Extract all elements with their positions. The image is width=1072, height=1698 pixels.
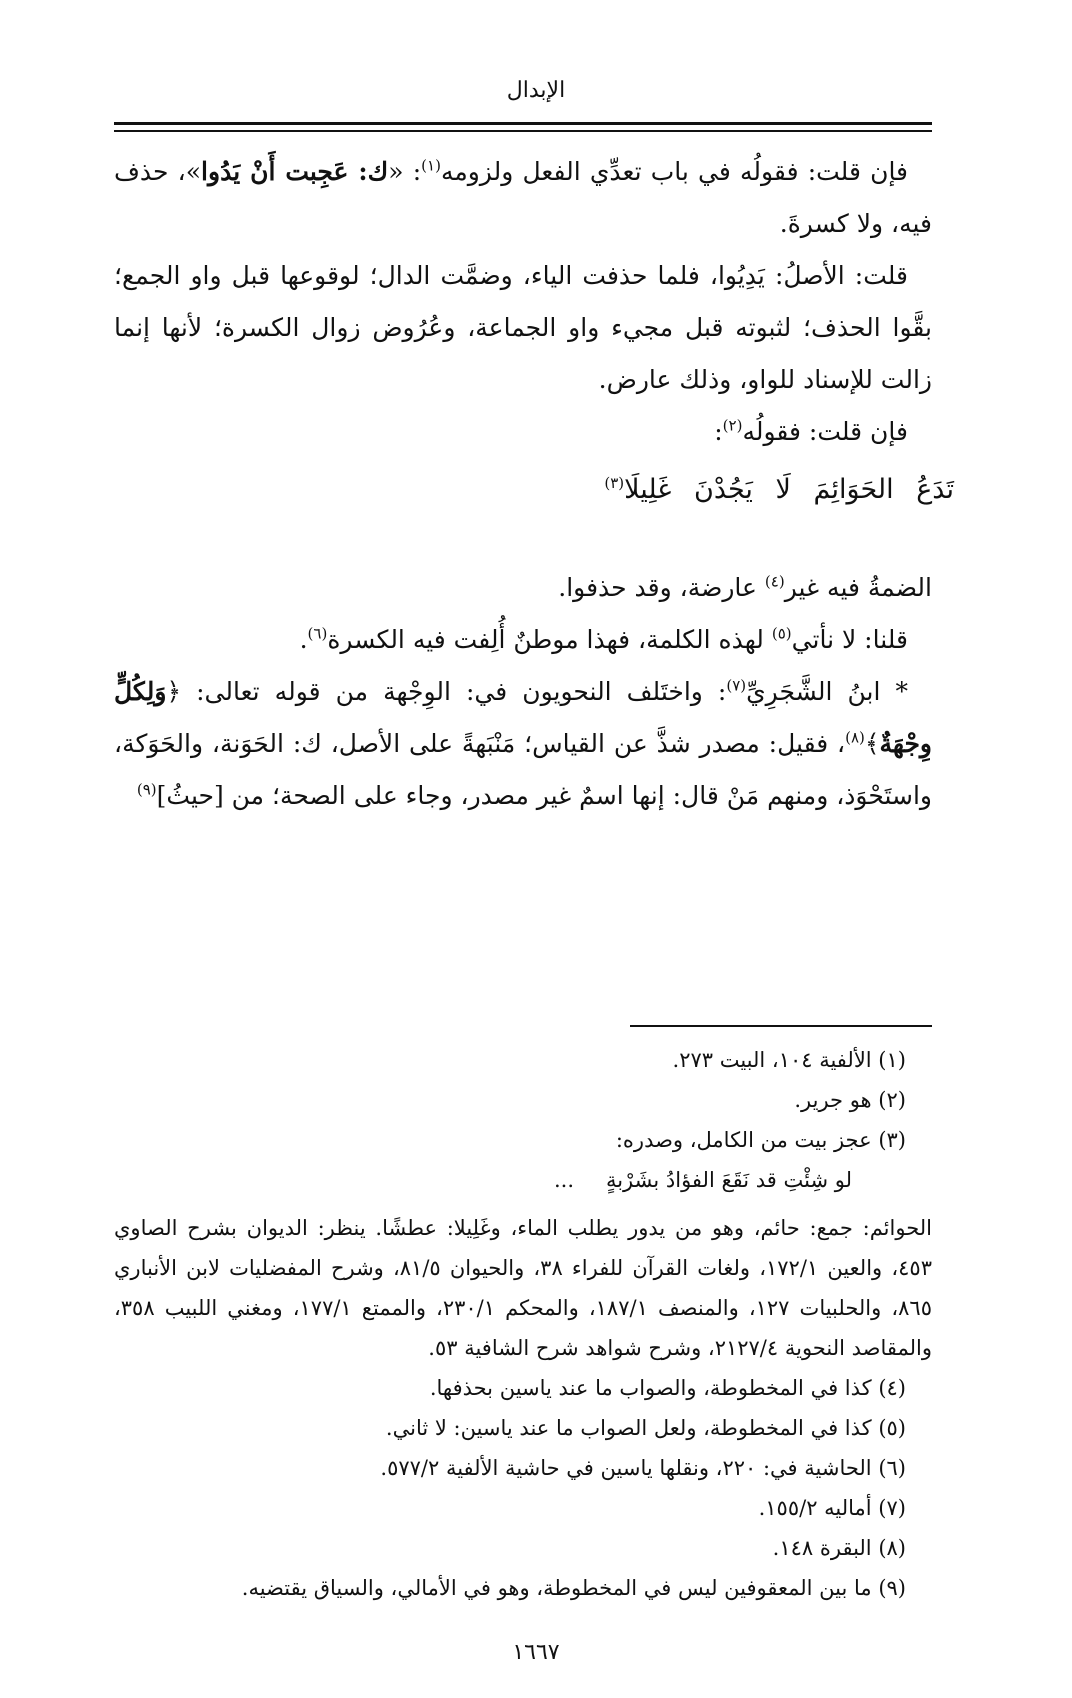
quoted-example: ك: عَجِبت أَنْ يَدُوا <box>201 157 389 186</box>
footnote-ref-5: (٥) <box>771 624 792 643</box>
footnote-ref-9: (٩) <box>136 780 157 799</box>
paragraph-2: قلت: الأصلُ: يَدِيُوا، فلما حذفت الياء، وضمَّت الدال؛ لوقوعها قبل واو الجمع؛ بقَّوا الحذف؛ لثبوته قبل مجيء واو الجماعة، وعُرُوض زوال الكسرة؛ لأنها إنما زالت للإسناد للواو، وذلك عارض. <box>114 261 932 394</box>
footnote-5: (٥) كذا في المخطوطة، ولعل الصواب ما عند ياسين: لا ثاني. <box>385 1416 906 1440</box>
paragraph-5: قلنا: لا نأتي$^{(٥)}$ لهذه الكلمة، فهذا موطنٌ أُلِفت فيه الكسرة$^{(٦)}$. <box>299 624 908 654</box>
running-header: الإبدال <box>506 78 566 103</box>
footnote-9: (٩) ما بين المعقوفين ليس في المخطوطة، وهو في الأمالي، والسياق يقتضيه. <box>241 1576 906 1600</box>
footnote-6: (٦) الحاشية في: ٢٢٠، ونقلها ياسين في حاشية الألفية ٥٧٧/٢. <box>380 1456 906 1480</box>
footnote-3: (٣) عجز بيت من الكامل، وصدره: <box>615 1128 906 1152</box>
header-rule-thin <box>114 130 932 132</box>
footnote-separator <box>630 1025 932 1027</box>
footnote-ref-2: (٢) <box>722 416 743 435</box>
quran-quote: وَلِكُلٍّ وِجْهَةٌ <box>114 677 932 758</box>
poetry-verse: تَدَعُ الحَوَائِمَ لَا يَجُدْنَ غَلِيلَا$^{(٣)}$ <box>604 474 954 505</box>
footnote-4: (٤) كذا في المخطوطة، والصواب ما عند ياسين بحذفها. <box>429 1376 906 1400</box>
footnote-7: (٧) أماليه ١٥٥/٢. <box>758 1496 906 1520</box>
footnote-ref-8: (٨) <box>845 728 865 747</box>
footnote-ref-4: (٤) <box>764 572 785 591</box>
paragraph-1: فإن قلت: فقولُه في باب تعدِّي الفعل ولزومه$^{(١)}$: «ك: عَجِبت أَنْ يَدُوا»، حذف فيه، ولا كسرةَ. <box>114 156 932 238</box>
footnote-8: (٨) البقرة ١٤٨. <box>772 1536 906 1560</box>
paragraph-4: الضمةُ فيه غير$^{(٤)}$ عارضة، وقد حذفوا. <box>558 572 932 602</box>
footnote-ref-6: (٦) <box>307 624 328 643</box>
header-rule-thick <box>114 122 932 125</box>
footnote-1: (١) الألفية ١٠٤، البيت ٢٧٣. <box>672 1048 906 1072</box>
footnote-3-verse: لو شِئْتِ قد نَقَعَ الفؤادُ بشَرْبةٍ ... <box>554 1168 852 1192</box>
footnote-2: (٢) هو جرير. <box>794 1088 906 1112</box>
footnote-ref-3: (٣) <box>604 474 625 492</box>
page-number: ١٦٦٧ <box>512 1640 560 1665</box>
footnote-ref-1: (١) <box>421 156 441 175</box>
footnote-ref-7: (٧) <box>726 676 747 695</box>
paragraph-3: فإن قلت: فقولُه$^{(٢)}$: <box>714 416 908 446</box>
footnote-3-continued: الحوائم: جمع: حائم، وهو من يدور يطلب الماء، وغَلِيلا: عطشًا. ينظر: الديوان بشرح الصاوي ٤٥٣، والعين ١٧٢/١، ولغات القرآن للفراء ٣٨، والحيوان ٨١/٥، وشرح المفضليات لابن الأنباري ٨٦٥، والحلبيات ١٢٧، والمنصف ١٨٧/١، والمحكم ٢٣٠/١، والممتع ١٧٧/١، ومغني اللبيب ٣٥٨، والمقاصد النحوية ٢١٢٧/٤، وشرح شواهد شرح الشافية ٥٣. <box>114 1216 932 1360</box>
footnotes <box>114 1040 932 1608</box>
paragraph-6: * ابنُ الشَّجَرِيِّ$^{(٧)}$: واختَلف النحويون في: الوِجْهة من قوله تعالى: ﴿وَلِكُلٍّ وِجْهَةٌ﴾$^{(٨)}$، فقيل: مصدر شذَّ عن القياس؛ مَنْبَهةً على الأصل، ك: الحَوَنة، والحَوَكة، واستَحْوَذ، ومنهم مَنْ قال: إنها اسمٌ غير مصدر، وجاء على الصحة؛ من [حيثُ]$^{(٩)}$ <box>114 676 932 810</box>
